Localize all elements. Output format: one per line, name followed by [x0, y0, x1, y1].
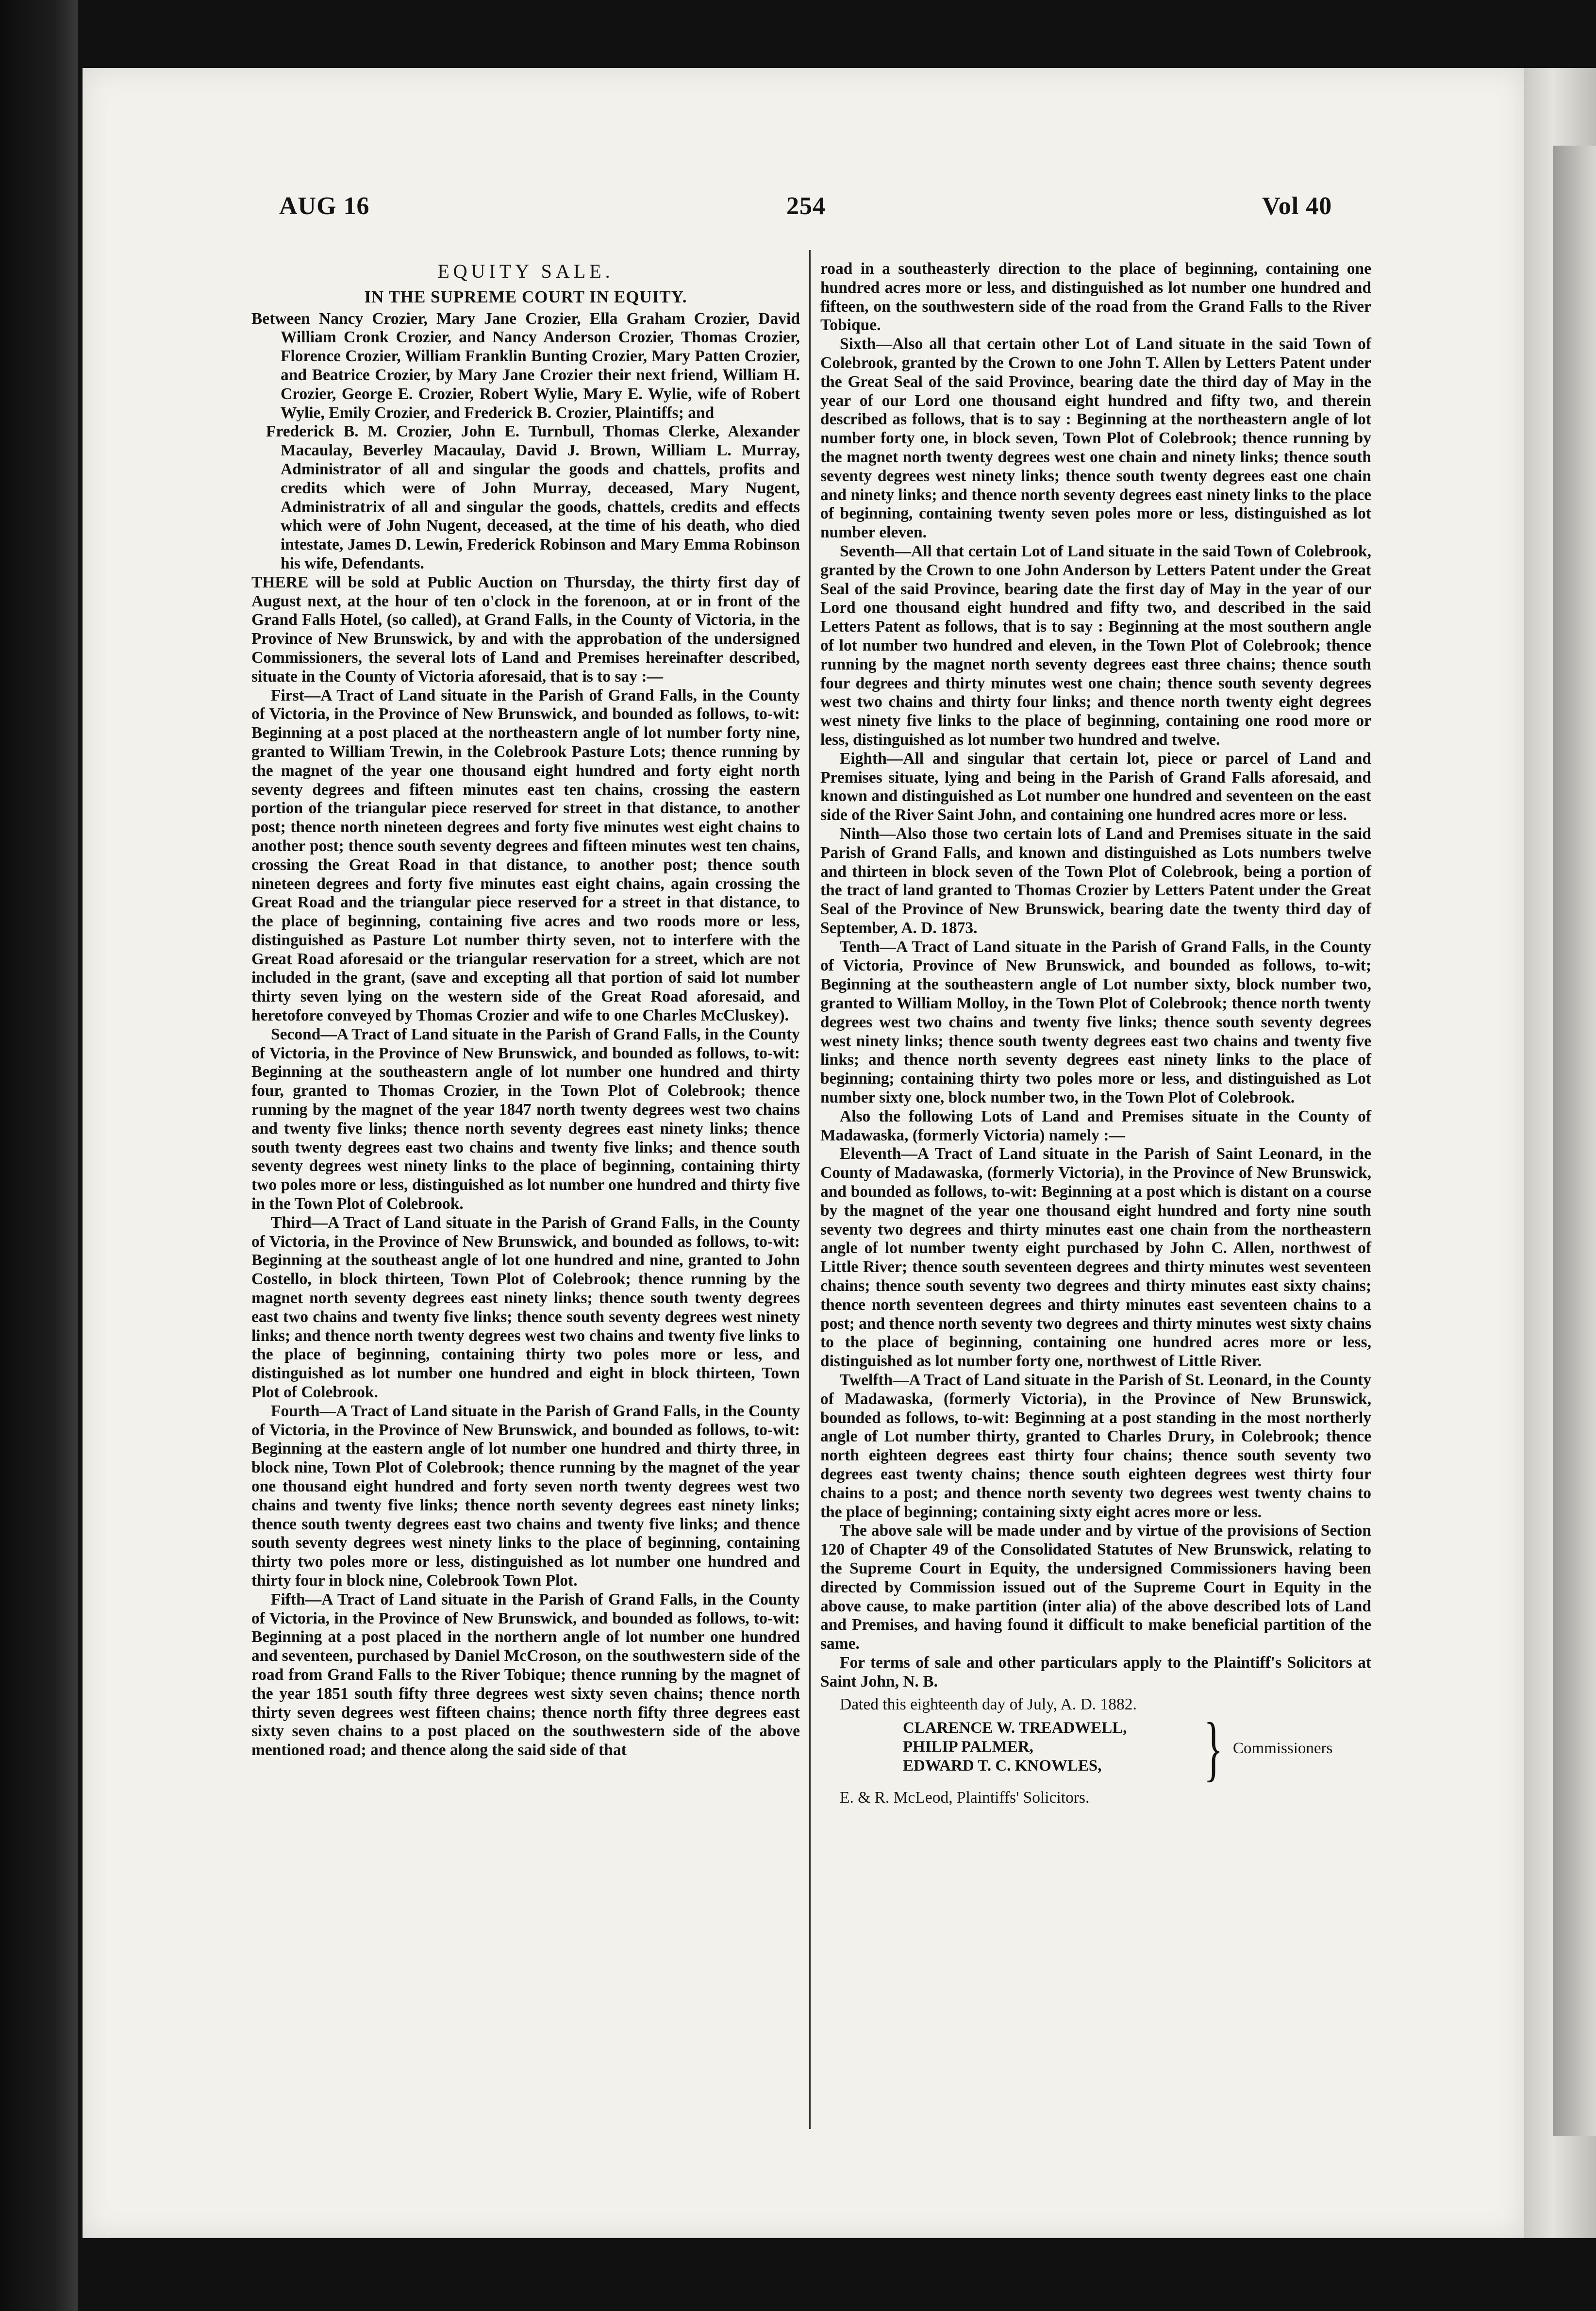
sale-terms-paragraph: The above sale will be made under and by virtue of the provisions of Section 120 of Chapter 49 of the Consolidated Statutes of New Brunswick, relating to the Supreme Court in Equity, the undersigned Commissioners having been directed by Commission issued out of the Supreme Court in Equity in the above cause, to make partition (inter alia) of the above described lots of Land and Premises, and having found it difficult to make beneficial partition of the same. [820, 1522, 1371, 1653]
lot-paragraph: Fifth—A Tract of Land situate in the Parish of Grand Falls, in the County of Victoria, in the Province of New Brunswick, and bounded as follows, to-wit: Beginning at a post placed in the northern angle of lot number one hundred and seventeen, purchased by Daniel McCroson, on the southwestern side of the road from Grand Falls to the River Tobique; thence running by the magnet of the year 1851 south fifty three degrees west sixty seven chains; thence north thirty seven degrees west fifteen chains; thence north fifty three degrees east sixty seven chains to a post placed on the southwestern side of the above mentioned road; and thence along the said side of that [251, 1590, 800, 1759]
lot-paragraph: Second—A Tract of Land situate in the Parish of Grand Falls, in the County of Victoria, in the Province of New Brunswick, and bounded as follows, to-wit: Beginning at the southeastern angle of lot number one hundred and thirty four, granted to Thomas Crozier, in the Town Plot of Colebrook; thence running by the magnet of the year 1847 north twenty degrees west two chains and twenty five links; thence north seventy degrees east ninety links; thence south twenty degrees east two chains and twenty five links; and thence south seventy degrees west ninety links to the place of beginning, containing thirty two poles more or less, distinguished as lot number one hundred and thirty five in the Town Plot of Colebrook. [251, 1025, 800, 1213]
signatory: PHILIP PALMER, [903, 1738, 1033, 1756]
page-number: 254 [786, 192, 826, 220]
brace-glyph: } [1204, 1708, 1223, 1789]
notice-title: EQUITY SALE. [437, 260, 614, 282]
notice-subtitle: IN THE SUPREME COURT IN EQUITY. [364, 287, 687, 306]
lot-paragraph: Eleventh—A Tract of Land situate in the Parish of Saint Leonard, in the County of Madawaska, (formerly Victoria), in the Province of New Brunswick, and bounded as follows, to-wit: Beginning at a post which is distant on a course by the magnet of the year one thousand eight hundred and forty nine south seventy two degrees and thirty minutes east one chain from the northeastern angle of lot number twenty eight purchased by John C. Allen, northwest of Little River; thence south seventeen degrees and thirty minutes west seventeen chains; thence south seventy two degrees and thirty minutes east sixty chains; thence north seventeen degrees and thirty minutes east seventeen chains to a post; and thence north seventy two degrees and thirty minutes west sixty chains to the place of beginning, containing one hundred acres more or less, distinguished as lot number forty one, northwest of Little River. [820, 1145, 1371, 1371]
volume-label: Vol 40 [1262, 192, 1332, 220]
column-divider [809, 250, 811, 2129]
commissioners-label: Commissioners [1233, 1740, 1333, 1758]
lot-paragraph: Third—A Tract of Land situate in the Parish of Grand Falls, in the County of Victoria, in the Province of New Brunswick, and bounded as follows, to-wit: Beginning at the southeast angle of lot one hundred and nine, granted to John Costello, in block thirteen, Town Plot of Colebrook; thence running by the magnet north seventy degrees east ninety links; thence south twenty degrees east two chains and twenty five links; thence south seventy degrees west ninety links; and thence north twenty degrees west two chains and twenty five links to the place of beginning, containing thirty two poles more or less, and distinguished as lot number one hundred and eight in block thirteen, Town Plot of Colebrook. [251, 1213, 800, 1402]
lot-paragraph: road in a southeasterly direction to the place of beginning, containing one hundred acres more or less, and distinguished as lot number one hundred and fifteen, on the southwestern side of the road from the Grand Falls to the River Tobique. [820, 260, 1371, 335]
lot-paragraph: Ninth—Also those two certain lots of Land and Premises situate in the said Parish of Grand Falls, and known and distinguished as Lots numbers twelve and thirteen in block seven of the Town Plot of Colebrook, being a portion of the tract of land granted to Thomas Crozier by Letters Patent under the Great Seal of the Province of New Brunswick, bearing date the twenty third day of September, A. D. 1873. [820, 824, 1371, 937]
lot-paragraph: Eighth—All and singular that certain lot, piece or parcel of Land and Premises situate, lying and being in the Parish of Grand Falls aforesaid, and known and distinguished as Lot number one hundred and seventeen on the east side of the River Saint John, and containing one hundred acres more or less. [820, 749, 1371, 824]
left-column [251, 262, 800, 1760]
defendants-paragraph: Frederick B. M. Crozier, John E. Turnbull, Thomas Clerke, Alexander Macaulay, Beverley Macaulay, David J. Brown, William L. Murray, Administrator of all and singular the goods and chattels, profits and credits which were of John Murray, deceased, Mary Nugent, Administratrix of all and singular the goods, chattels, credits and effects which were of John Nugent, deceased, at the time of his death, who died intestate, James D. Lewin, Frederick Robinson and Mary Emma Robinson his wife, Defendants. [266, 422, 800, 572]
right-column [820, 260, 1371, 1808]
dated-line: Dated this eighteenth day of July, A. D. 1882. [840, 1695, 1137, 1713]
lot-paragraph: Tenth—A Tract of Land situate in the Parish of Grand Falls, in the County of Victoria, Province of New Brunswick, and bounded as follows, to-wit; Beginning at the southeastern angle of Lot number sixty, block number two, granted to William Molloy, in the Town Plot of Colebrook; thence north twenty degrees west two chains and twenty five links; thence south seventy degrees west ninety links; thence south twenty degrees east two chains and twenty five links; and thence north seventy degrees east ninety links to the place of beginning; containing thirty two poles more or less, and distinguished as Lot number sixty one, block number two, in the Town Plot of Colebrook. [820, 938, 1371, 1107]
lot-paragraph: Twelfth—A Tract of Land situate in the Parish of St. Leonard, in the County of Madawaska, (formerly Victoria), in the Province of New Brunswick, bounded as follows, to-wit: Beginning at a post standing in the most northerly angle of Lot number thirty, granted to Charles Drury, in Colebrook; thence north eighteen degrees east thirty four chains; thence south seventy two degrees east twenty chains; thence south eighteen degrees west thirty four chains to a post; and thence north seventy two degrees west twenty chains to the place of beginning; containing sixty eight acres more or less. [820, 1371, 1371, 1521]
lot-paragraph: Sixth—Also all that certain other Lot of Land situate in the said Town of Colebrook, granted by the Crown to one John T. Allen by Letters Patent under the Great Seal of the said Province, bearing date the third day of May in the year of our Lord one thousand eight hundred and fifty two, and therein described as follows, that is to say : Beginning at the northeastern angle of lot number forty one, in block seven, Town Plot of Colebrook; thence running by the magnet north twenty degrees west one chain and ninety links; thence south seventy degrees west ninety links; thence south twenty degrees east one chain and ninety links; and thence north seventy degrees east ninety links to the place of beginning, containing twenty seven poles more or less, distinguished as lot number eleven. [820, 335, 1371, 542]
signatory: CLARENCE W. TREADWELL, [903, 1719, 1127, 1737]
lot-paragraph: Seventh—All that certain Lot of Land situate in the said Town of Colebrook, granted by the Crown to one John Anderson by Letters Patent under the Great Seal of the said Province, bearing date the first day of May in the year of our Lord one thousand eight hundred and fifty two, and described in the said Letters Patent as follows, that is to say : Beginning at the most southern angle of lot number two hundred and eleven, in the Town Plot of Colebrook; thence running by the magnet north seventy degrees east three chains; thence south four degrees and thirty minutes west one chain; thence south seventy degrees west two chains and thirty four links; and thence north twenty eight degrees west ninety five links to the place of beginning, containing one rood more or less, distinguished as lot number two hundred and twelve. [820, 542, 1371, 749]
solicitors-line: E. & R. McLeod, Plaintiffs' Solicitors. [840, 1789, 1090, 1807]
lot-paragraph: Fourth—A Tract of Land situate in the Parish of Grand Falls, in the County of Victoria, in the Province of New Brunswick, and bounded as follows, to-wit: Beginning at the eastern angle of lot number one hundred and thirty three, in block nine, Town Plot of Colebrook; thence running by the magnet of the year one thousand eight hundred and forty seven north twenty degrees west two chains and twenty five links; thence north seventy degrees east ninety links; thence south twenty degrees east two chains and twenty five links; and thence south seventy degrees west ninety links to the place of beginning, containing thirty two poles more or less, distinguished as lot number one hundred and thirty four in block nine, Colebrook Town Plot. [251, 1402, 800, 1590]
signature-block [820, 1708, 1371, 1789]
lot-paragraph: Also the following Lots of Land and Premises situate in the County of Madawaska, (formerly Victoria) namely :— [820, 1107, 1371, 1144]
plaintiffs-paragraph: Between Nancy Crozier, Mary Jane Crozier, Ella Graham Crozier, David William Cronk Crozier, and Nancy Anderson Crozier, Thomas Crozier, Florence Crozier, William Franklin Bunting Crozier, Mary Patten Crozier, and Beatrice Crozier, by Mary Jane Crozier their next friend, William H. Crozier, George E. Crozier, Robert Wylie, Mary E. Wylie, wife of Robert Wylie, Emily Crozier, and Frederick B. Crozier, Plaintiffs; and [251, 309, 800, 422]
lot-paragraph: First—A Tract of Land situate in the Parish of Grand Falls, in the County of Victoria, in the Province of New Brunswick, and bounded as follows, to-wit: Beginning at a post placed at the northeastern angle of lot number forty nine, granted to William Trewin, in the Colebrook Pasture Lots; thence running by the magnet of the year one thousand eight hundred and forty eight north seventy degrees and fifteen minutes east ten chains, crossing the eastern portion of the triangular piece reserved for street in that distance, to another post; thence north nineteen degrees and forty five minutes west eight chains to another post; thence south seventy degrees and fifteen minutes west ten chains, crossing the Great Road in that distance, to another post; thence south nineteen degrees and forty five minutes east eight chains, again crossing the Great Road and the triangular piece reserved for a street in that distance, to the place of beginning, containing five acres and two roods more or less, distinguished as Pasture Lot number thirty seven, not to interfere with the Great Road aforesaid or the triangular reservation for a street, which are not included in the grant, (save and excepting all that portion of said lot number thirty seven lying on the western side of the Great Road aforesaid, and heretofore conveyed by Thomas Crozier and wife to one Charles McCluskey). [251, 686, 800, 1025]
header-date: AUG 16 [279, 192, 370, 220]
signatory: EDWARD T. C. KNOWLES, [903, 1757, 1102, 1775]
book-binding [0, 0, 78, 2311]
contact-paragraph: For terms of sale and other particulars apply to the Plaintiff's Solicitors at Saint John, N. B. [820, 1653, 1371, 1691]
signatory-names [903, 1719, 1127, 1775]
intro-paragraph: THERE will be sold at Public Auction on Thursday, the thirty first day of August next, at the hour of ten o'clock in the forenoon, at or in front of the Grand Falls Hotel, (so called), at Grand Falls, in the County of Victoria, in the Province of New Brunswick, by and with the approbation of the undersigned Commissioners, the several lots of Land and Premises hereinafter described, situate in the County of Victoria aforesaid, that is to say :— [251, 573, 800, 686]
page-edge-shadow [1553, 146, 1596, 2136]
